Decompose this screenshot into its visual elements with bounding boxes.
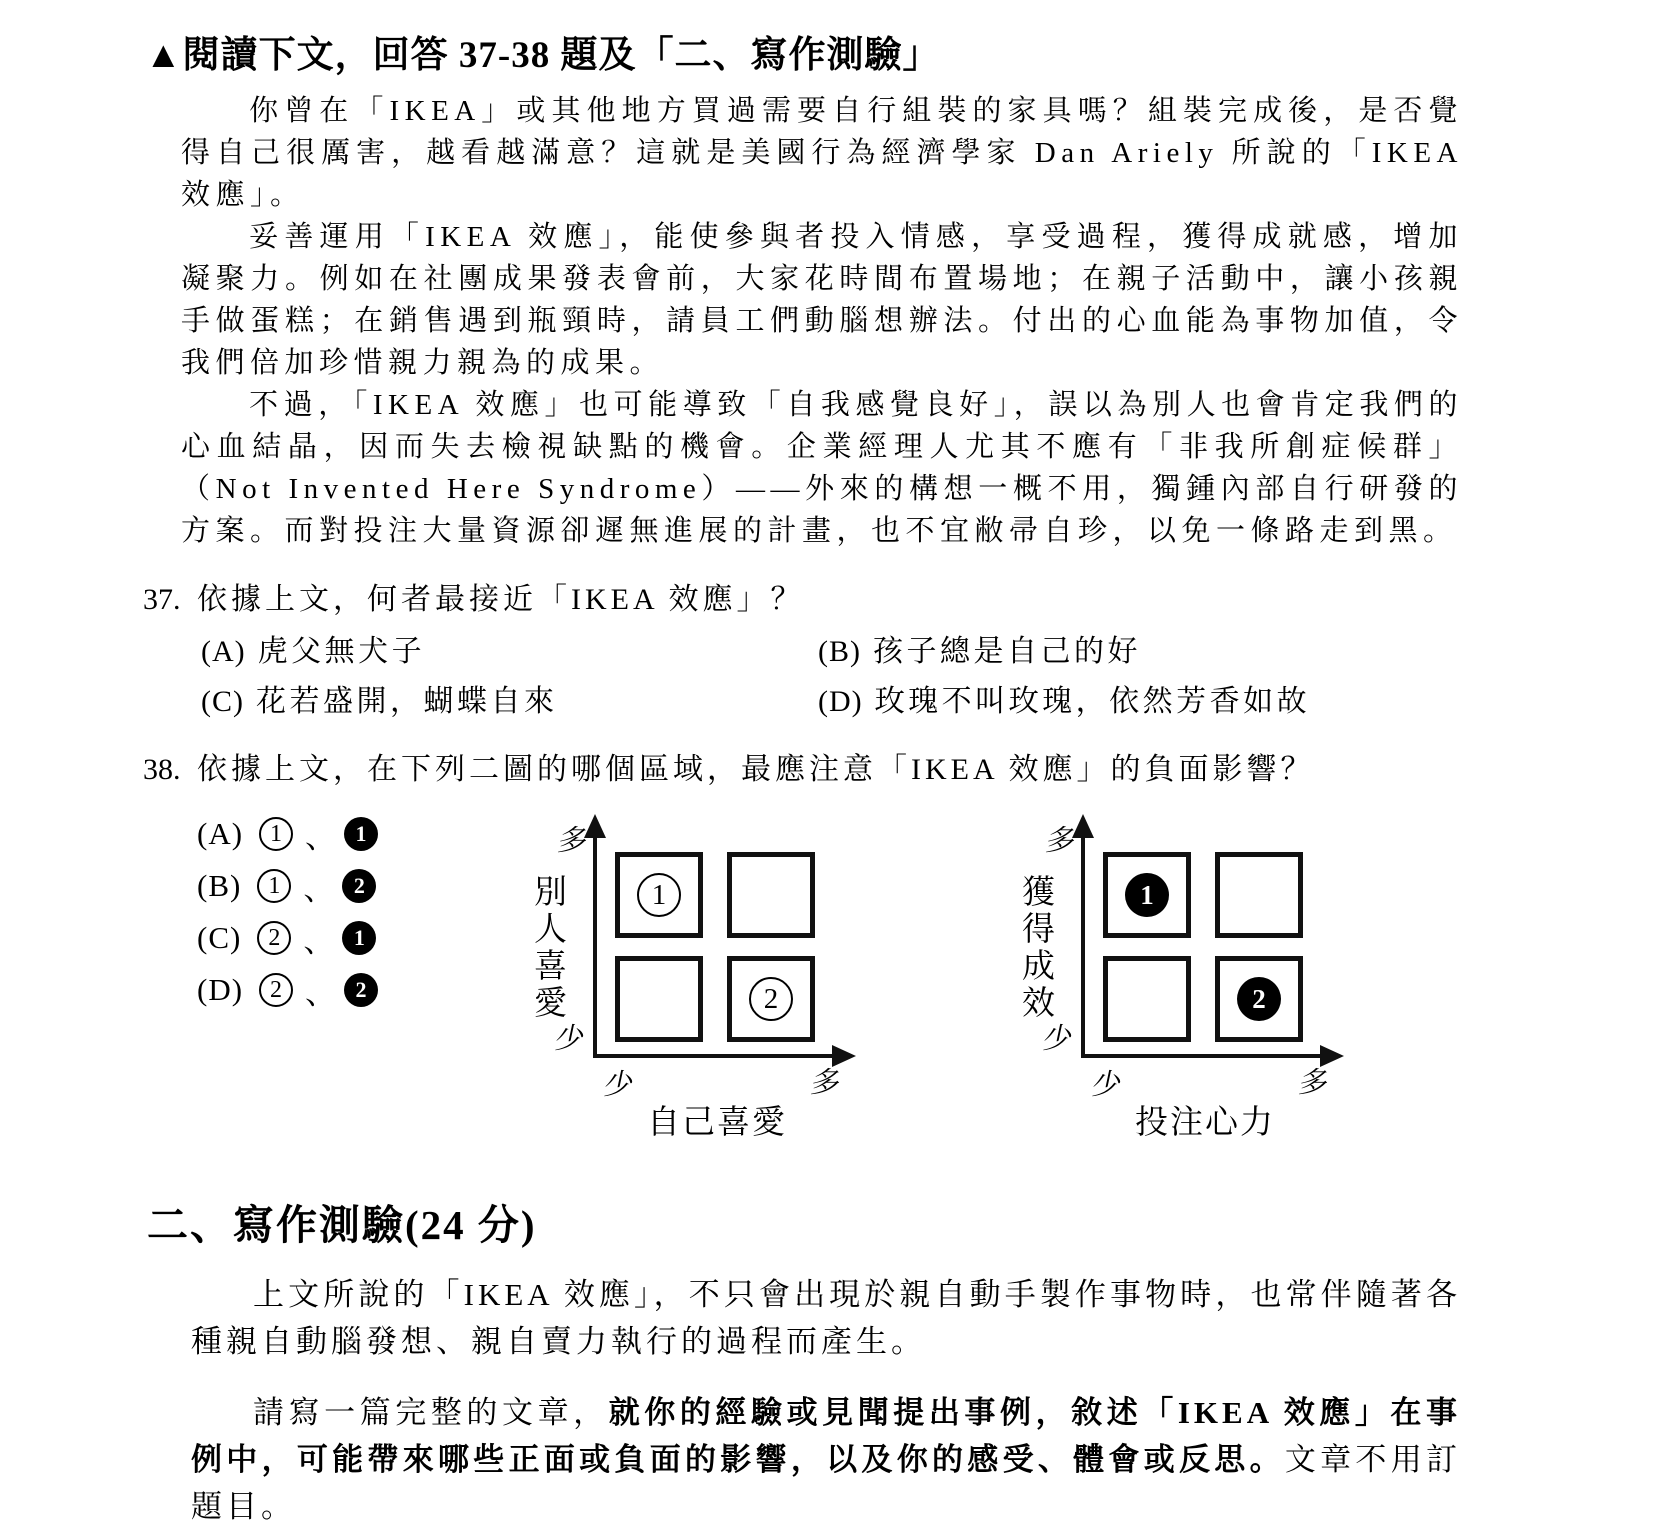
quadrant-box-top-left: [1103, 852, 1191, 938]
enumeration-comma: 、: [305, 975, 337, 1011]
solid-circled-number-icon: 2: [1237, 977, 1281, 1021]
solid-circled-number-icon: 1: [344, 817, 378, 851]
option-a-text: 虎父無犬子: [257, 635, 426, 668]
reading-instruction-header: ▲閱讀下文，回答 37-38 題及「二、寫作測驗」: [145, 35, 941, 76]
q38-option-c: [197, 912, 529, 964]
question-38-options: [197, 806, 529, 1146]
option-d-label: (D): [197, 972, 244, 1007]
quadrant-box-bottom-right: [727, 956, 815, 1042]
quadrant-diagram-likes: [529, 806, 871, 1146]
question-37: [143, 578, 1486, 722]
option-c-label: (C): [197, 920, 242, 955]
y-axis-line: [1081, 834, 1085, 1058]
q38-option-b: [197, 860, 529, 912]
option-a-label: (A): [201, 635, 246, 668]
passage-paragraph-3: 不過，「IKEA 效應」也可能導致「自我感覺良好」，誤以為別人也會肯定我們的心血結晶，因而失去檢視缺點的機會。企業經理人尤其不應有「非我所創症候群」（Not Invented Here Syndrome）——外來的構想一概不用，獨鍾內部自行研發的方案。而對投注大量資源卻遲無進展的計畫，也不宜敝帚自珍，以免一條路走到黑。: [181, 389, 1463, 547]
prompt-bold-requirement: 就你的經驗或見聞提出事例，敘述「IKEA 效應」在事例中，可能帶來哪些正面或負面的影響，以及你的感受、體會或反思。: [191, 1395, 1461, 1477]
writing-section: [143, 1192, 1486, 1530]
question-37-number: 37.: [143, 583, 181, 616]
option-d-text: 玫瑰不叫玫瑰，依然芳香如故: [874, 685, 1311, 718]
writing-intro-paragraph: 上文所說的「IKEA 效應」，不只會出現於親自動手製作事物時，也常伴隨著各種親自動腦發想、親自賣力執行的過程而產生。: [191, 1277, 1461, 1359]
quadrant-diagram-effort: [1017, 806, 1359, 1146]
q37-option-c: [201, 682, 818, 722]
q37-option-d: [818, 682, 1486, 722]
enumeration-comma: 、: [305, 819, 337, 855]
question-38-stem: 依據上文，在下列二圖的哪個區域，最應注意「IKEA 效應」的負面影響？: [197, 753, 1315, 786]
reading-passage: [143, 90, 1486, 552]
option-c-label: (C): [201, 685, 244, 718]
q37-option-b: [818, 632, 1486, 672]
y-axis-min-label: 少: [552, 1023, 588, 1055]
option-b-text: 孩子總是自己的好: [873, 635, 1141, 668]
open-circled-number-icon: 1: [257, 869, 291, 903]
x-axis-title: 自己喜愛: [647, 1103, 787, 1140]
question-38: [143, 748, 1486, 1146]
q38-option-a: [197, 808, 529, 860]
option-b-label: (B): [197, 868, 242, 903]
writing-prompt-paragraph: [191, 1389, 1461, 1530]
open-circled-number-icon: 2: [257, 921, 291, 955]
q38-option-d: [197, 964, 529, 1016]
solid-circled-number-icon: 2: [342, 869, 376, 903]
question-38-number: 38.: [143, 753, 181, 786]
x-axis-title: 投注心力: [1135, 1103, 1275, 1140]
quadrant-box-top-right: [727, 852, 815, 938]
option-c-text: 花若盛開，蝴蝶自來: [256, 685, 558, 718]
x-axis-min-label: 少: [601, 1069, 637, 1101]
x-axis-line: [593, 1054, 837, 1058]
quadrant-box-bottom-left: [615, 956, 703, 1042]
q37-option-a: [201, 632, 818, 672]
passage-paragraph-1: 你曾在「IKEA」或其他地方買過需要自行組裝的家具嗎？組裝完成後，是否覺得自己很厲害，越看越滿意？這就是美國行為經濟學家 Dan Ariely 所說的「IKEA 效應」。: [181, 95, 1463, 211]
question-37-stem: 依據上文，何者最接近「IKEA 效應」？: [197, 583, 805, 616]
solid-circled-number-icon: 1: [342, 921, 376, 955]
prompt-regular-start: 請寫一篇完整的文章，: [253, 1395, 609, 1430]
y-axis-max-label: 多: [555, 825, 591, 857]
quadrant-box-top-right: [1215, 852, 1303, 938]
enumeration-comma: 、: [303, 871, 335, 907]
quadrant-box-bottom-left: [1103, 956, 1191, 1042]
open-circled-number-icon: 1: [637, 873, 681, 917]
y-axis-min-label: 少: [1040, 1023, 1076, 1055]
option-b-label: (B): [818, 635, 861, 668]
prompt-regular-end: 文章不用訂題目。: [191, 1442, 1462, 1524]
open-circled-number-icon: 2: [259, 973, 293, 1007]
y-axis-max-label: 多: [1043, 825, 1079, 857]
quadrant-box-bottom-right: [1215, 956, 1303, 1042]
x-axis-line: [1081, 1054, 1325, 1058]
question-37-options: [197, 632, 1486, 722]
option-a-label: (A): [197, 816, 244, 851]
open-circled-number-icon: 1: [259, 817, 293, 851]
y-axis-title: 別人喜愛: [530, 874, 567, 1022]
y-axis-title: 獲得成效: [1018, 874, 1055, 1022]
enumeration-comma: 、: [303, 923, 335, 959]
solid-circled-number-icon: 1: [1125, 873, 1169, 917]
quadrant-box-top-left: [615, 852, 703, 938]
y-axis-line: [593, 834, 597, 1058]
x-axis-max-label: 多: [808, 1067, 844, 1099]
writing-section-title: 二、寫作測驗(24 分): [147, 1202, 537, 1248]
x-axis-max-label: 多: [1296, 1067, 1332, 1099]
x-axis-min-label: 少: [1089, 1069, 1125, 1101]
solid-circled-number-icon: 2: [344, 973, 378, 1007]
option-d-label: (D): [818, 685, 863, 718]
passage-paragraph-2: 妥善運用「IKEA 效應」，能使參與者投入情感，享受過程，獲得成就感，增加凝聚力。例如在社團成果發表會前，大家花時間布置場地；在親子活動中，讓小孩親手做蛋糕；在銷售遇到瓶頸時，請員工們動腦想辦法。付出的心血能為事物加值，令我們倍加珍惜親力親為的成果。: [181, 221, 1463, 379]
open-circled-number-icon: 2: [749, 977, 793, 1021]
